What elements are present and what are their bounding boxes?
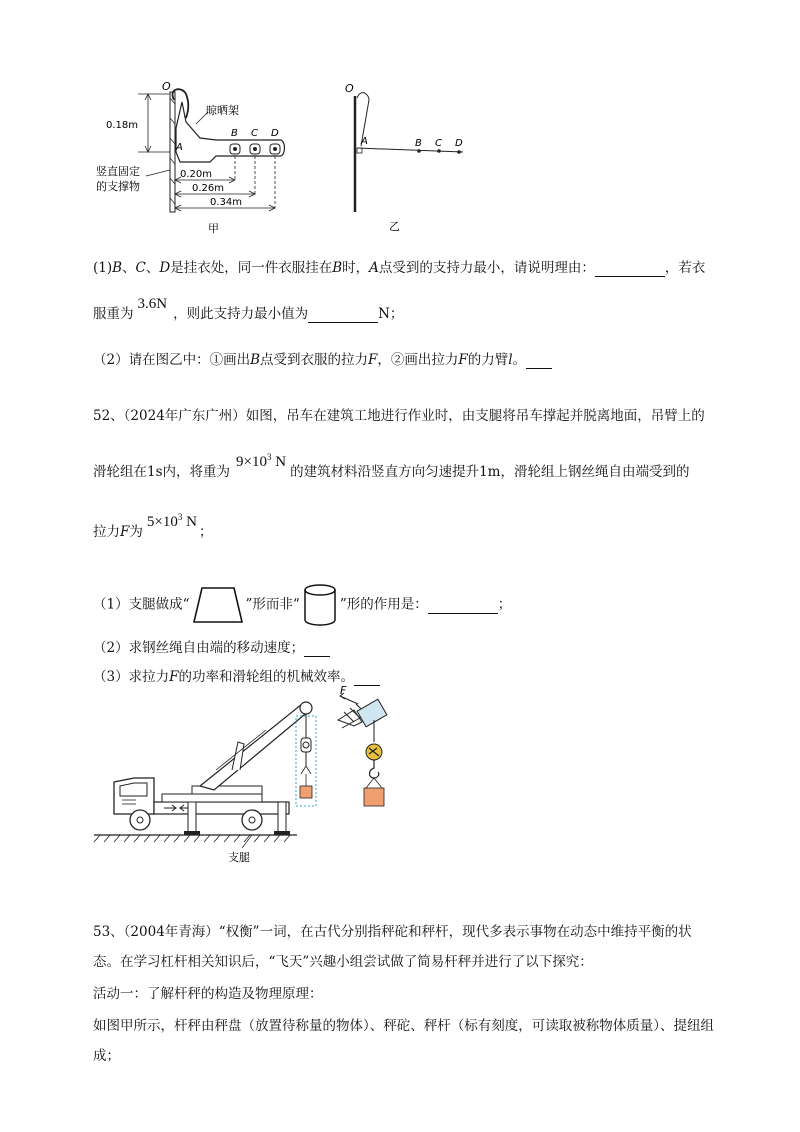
q51-draw-blank[interactable] [526,352,552,369]
crane-force-label: F [340,684,347,697]
q51-part1-line2: 服重为3.6N，则此支持力最小值为 N； [93,296,404,322]
crane-leg-label: 支腿 [228,851,250,864]
fig-jia-dim-018: 0.18m [106,120,139,131]
fig-yi-label-c: C [435,138,442,149]
fig-yi-label-b: B [415,138,422,149]
q52-sub2: （2）求钢丝绳自由端的移动速度； [93,636,330,657]
fig-jia-label-d: D [271,128,279,139]
fig-jia-label-b: B [231,128,238,139]
q52-intro-line2: 滑轮组在1s内，将重为$9\times 10^3$ N的建筑材料沿竖直方向匀速提升1m，滑轮组上钢丝绳自由端受到的 [93,452,690,480]
q53-line2: 态。在学习杠杆相关知识后，“飞天”兴趣小组尝试做了简易杆秤并进行了以下探究： [93,954,593,970]
q52-weight-math: $9\times 10^3$ N [236,452,287,470]
q51-part1-line1: (1)B、C、D是挂衣处，同一件衣服挂在B时，A点受到的支持力最小，请说明理由： ，若衣 [93,260,706,276]
fig-yi-label-a: A [361,136,368,147]
fig-jia-rack-label: 晾晒架 [206,104,239,117]
q52-sub3: （3）求拉力F的功率和滑轮组的机械效率。 [93,665,380,686]
fig-jia-label-a: A [176,142,183,153]
q51-reason-blank[interactable] [595,260,665,277]
q53-line3: 活动一：了解杆秤的构造及物理原理： [93,986,323,1002]
q52-power-blank[interactable] [354,669,380,686]
q52-force-math: $5\times 10^3$ N [146,512,197,530]
fig-jia-dim-020: 0.20m [180,169,213,180]
q51-part2: （2）请在图乙中：①画出B点受到衣服的拉力F，②画出拉力F的力臂l。 [93,348,552,369]
q52-intro-line1: 52、（2024年广东广州）如图，吊车在建筑工地进行作业时，由支腿将吊车撑起并脱离地面，吊臂上的 [93,408,705,424]
fig-jia-support-line1: 竖直固定 [96,165,140,178]
cylinder-shape-icon [302,583,338,627]
figure-jia [96,78,300,238]
q51-weight-value: 3.6N [137,296,168,312]
fig-jia-dim-026: 0.26m [192,183,225,194]
q53-line1: 53、（2004年青海）“权衡”一词，在古代分别指秤砣和秤杆，现代多表示事物在动态中维持平衡的状 [93,924,692,940]
fig-jia-support-line2: 的支撑物 [96,180,140,193]
fig-yi-label-d: D [455,138,463,149]
fig-jia-caption: 甲 [208,222,219,235]
figure-yi [335,80,485,235]
q52-leg-reason-blank[interactable] [428,597,498,614]
fig-yi-label-o: O [345,82,354,95]
fig-jia-label-o: O [162,80,171,93]
q52-sub1: （1）支腿做成“ ”形而非“ ”形的作用是： ； [93,583,511,627]
fig-yi-caption: 乙 [389,220,400,233]
q53-line5: 成； [93,1048,120,1064]
q51-min-force-blank[interactable] [308,306,378,323]
q52-intro-line3: 拉力F为$5\times 10^3$ N； [93,512,213,540]
q53-line4: 如图甲所示，杆秤由秤盘（放置待称量的物体）、秤砣、秤杆（标有刻度，可读取被称物体质量）、提纽组 [93,1018,714,1034]
trapezoid-shape-icon [192,585,244,625]
q52-speed-blank[interactable] [304,640,330,657]
fig-jia-dim-034: 0.34m [210,197,243,208]
crane-figure [92,684,412,865]
fig-jia-label-c: C [251,128,258,139]
